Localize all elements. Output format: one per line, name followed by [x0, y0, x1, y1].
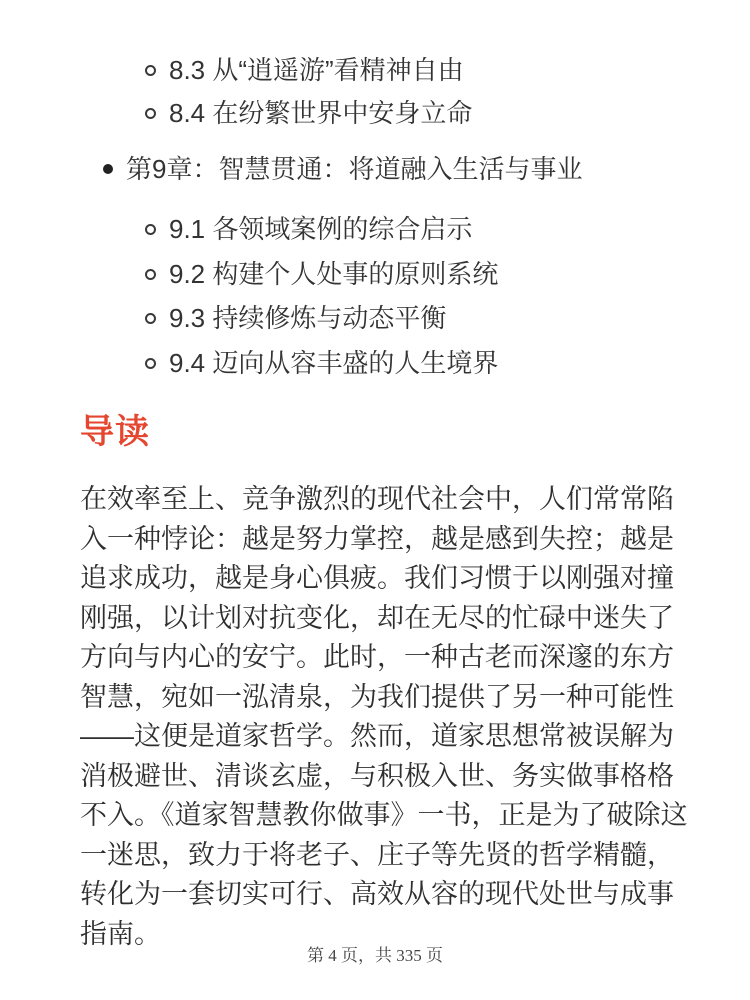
- toc-item-8-3: [145, 54, 464, 86]
- bullet-circle-icon: [145, 224, 156, 235]
- toc-item-label: 第9章：智慧贯通：将道融入生活与事业: [126, 154, 583, 184]
- bullet-circle-icon: [145, 108, 156, 119]
- bullet-circle-icon: [145, 65, 156, 76]
- bullet-circle-icon: [145, 358, 156, 369]
- toc-item-9-1: [145, 213, 472, 245]
- bullet-disc-icon: [103, 164, 113, 174]
- toc-item-8-4: [145, 97, 472, 129]
- body-paragraph: 在效率至上、竞争激烈的现代社会中，人们常常陷入一种悖论：越是努力掌控，越是感到失控；越是追求成功，越是身心俱疲。我们习惯于以刚强对撞刚强，以计划对抗变化，却在无尽的忙碌中迷失了方向与内心的安宁。此时，一种古老而深邃的东方智慧，宛如一泓清泉，为我们提供了另一种可能性——这便是道家哲学。然而，道家思想常被误解为消极避世、清谈玄虚，与积极入世、务实做事格格不入。《道家智慧教你做事》一书，正是为了破除这一迷思，致力于将老子、庄子等先贤的哲学精髓，转化为一套切实可行、高效从容的现代处世与成事指南。: [80, 484, 688, 949]
- toc-item-label: 9.3 持续修炼与动态平衡: [169, 303, 447, 333]
- toc-item-chapter-9: [103, 153, 582, 185]
- toc-item-label: 8.4 在纷繁世界中安身立命: [169, 98, 473, 128]
- toc-item-9-2: [145, 258, 498, 290]
- page-indicator: 第 4 页，共 335 页: [307, 946, 443, 965]
- toc-item-label: 9.1 各领域案例的综合启示: [169, 214, 473, 244]
- bullet-circle-icon: [145, 269, 156, 280]
- toc-item-label: 8.3 从“逍遥游”看精神自由: [169, 55, 464, 85]
- toc-item-9-3: [145, 302, 446, 334]
- section-heading-daodu: 导读: [80, 413, 150, 451]
- toc-item-9-4: [145, 347, 498, 379]
- bullet-circle-icon: [145, 313, 156, 324]
- toc-item-label: 9.2 构建个人处事的原则系统: [169, 259, 499, 289]
- toc-item-label: 9.4 迈向从容丰盛的人生境界: [169, 348, 499, 378]
